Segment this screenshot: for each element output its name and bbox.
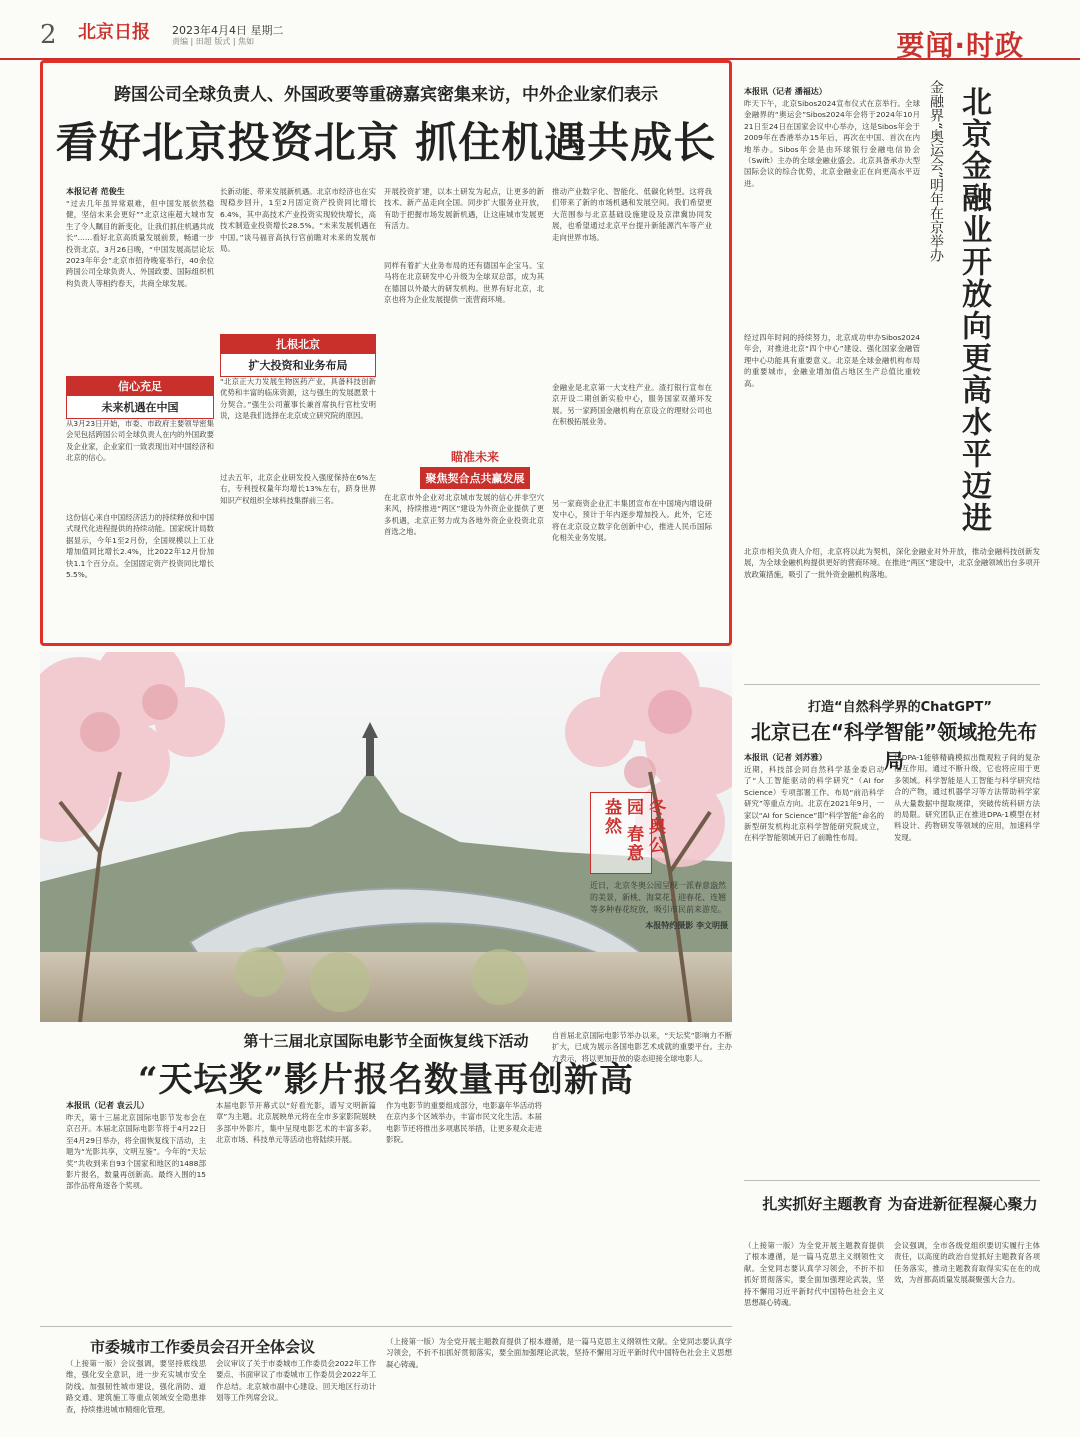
paper-logo: 北京日报 <box>78 22 150 43</box>
lead-column-2c: 过去五年，北京企业研发投入强度保持在6%左右，专利授权量年均增长13%左右，跻身世界知识产权组织全球科技集群前三名。 <box>220 473 376 505</box>
divider <box>744 684 1040 685</box>
finance-headline: 北京金融业开放向更高水平迈进 <box>956 86 991 534</box>
divider <box>40 1326 732 1327</box>
finance-byline: 本报讯（记者 潘福达） <box>744 87 827 96</box>
science-body-2: 让DPA-1能够精确模拟出微观粒子间的复杂相互作用。通过不断升级，它也将应用于更多领域。科学智能是人工智能与科学研究结合的产物，通过机器学习等方法帮助科学家从大量数据中提取规律，突破传统科研方法的局限。研究团队正在推进DPA-1模型在材料设计、药物研发等领域的应用，加速科学发现。 <box>894 753 1040 842</box>
lead-column-4: 推动产业数字化、智能化、低碳化转型。这将我们带来了新的市场机遇和发展空间。我们希望更大范围参与北京基础设施建设及京津冀协同发展，也希望通过北京平台提升新能源汽车等产业走向世界市场。 <box>552 187 712 242</box>
subhead-rooted <box>220 334 376 377</box>
theme-headline: 扎实抓好主题教育 为奋进新征程凝心聚力 <box>762 1195 1038 1213</box>
film-body-3: 作为电影节的重要组成部分，电影嘉年华活动将在京内多个区域举办，丰富市民文化生活。本届电影节还将推出多项惠民举措，让更多观众走进影院。 <box>386 1101 542 1145</box>
lead-column-3c: 在北京市外企业对北京城市发展的信心并非空穴来风，持续推进“两区”建设为外资企业提供了更多机遇，北京正努力成为各地外资企业投资北京首选之地。 <box>384 493 544 537</box>
film-body: 昨天，第十三届北京国际电影节发布会在京召开。本届北京国际电影节将于4月22日至4月29日举办，将全面恢复线下活动，主题为“光影共享，文明互鉴”。今年的“天坛奖”共收到来自93个国家和地区的1488部影片报名，数量再创新高。最终入围的15部作品将角逐各个奖项。 <box>66 1113 206 1191</box>
finance-kicker: 金融界“奥运会”明年在京举办 <box>928 80 944 263</box>
film-body-2: 本届电影节开幕式以“好看光影，谱写文明新篇章”为主题。北京展映单元将在全市多家影院展映多部中外影片，集中呈现电影艺术的丰富多彩。北京市场、科技单元等活动也将陆续开展。 <box>216 1101 376 1145</box>
subhead-confidence-label: 未来机遇在中国 <box>66 396 214 419</box>
lead-headline: 看好北京投资北京 抓住机遇共成长 <box>55 118 717 167</box>
subhead-aim-label: 聚焦契合点共赢发展 <box>420 467 530 489</box>
photo-caption: 近日，北京冬奥公园呈现一派春意盎然的美景，新桃、海棠花、迎春花、连翘等多种春花绽放，吸引市民前来游览。 <box>590 881 726 914</box>
film-kicker: 第十三届北京国际电影节全面恢复线下活动 <box>243 1032 529 1050</box>
science-headline: 北京已在“科学智能”领域抢先布局 <box>750 720 1038 773</box>
theme-body-2: 会议强调，全市各级党组织要切实履行主体责任，以高度的政治自觉抓好主题教育各项任务落实，推动主题教育取得实实在在的成效，为首都高质量发展凝聚强大合力。 <box>894 1241 1040 1285</box>
lead-column-4b: 金融业是北京第一大支柱产业。渣打银行宣布在京开设二期创新实验中心，服务国家双循环发展。另一家跨国金融机构在京设立的理财公司也在积极拓展业务。 <box>552 383 712 427</box>
subhead-aim <box>420 446 530 489</box>
lead-subtitle: 跨国公司全球负责人、外国政要等重磅嘉宾密集来访，中外企业家们表示 <box>114 85 658 105</box>
finance-body: 昨天下午，北京Sibos2024宣布仪式在京举行。全球金融界的“奥运会”Sibos2024年会将于2024年10月21日至24日在国家会议中心举办，这是Sibos年会于2009年在香港举办15年后，再次在中国、首次在内地举办。Sibos年会是由环球银行金融电信协会（Swift）主办的全球金融业盛会。北京具备承办大型国际会议的综合优势，北京金融业正在向更高水平迈进。 <box>744 99 920 188</box>
subhead-aim-kicker: 瞄准未来 <box>450 450 499 464</box>
lead-column-2: 长新动能、带来发展新机遇。北京市经济也在实现稳步回升，1至2月固定资产投资同比增长6.4%，其中高技术产业投资实现较快增长，高技术制造业投资增长28.5%。“未来发展机遇在中国。”谈马福音高执行官前瞻对未来的发展布局。 <box>220 187 376 254</box>
issue-date: 2023年4月4日 星期二 <box>172 24 284 37</box>
subhead-confidence-kicker: 信心充足 <box>66 376 214 396</box>
lead-column-2b: “北京正大力发展生物医药产业，具备科技创新优势和丰富的临床资源，这与强生的发展愿景十分契合。”强生公司董事长兼首席执行官杜安明说，这是我们选择在北京成立研究院的原因。 <box>220 377 376 421</box>
lead-column-3b: 同样有着扩大业务布局的还有德国车企宝马。宝马将在北京研发中心升级为全球双总部，成为其在德国以外最大的研发机构。世界有好北京，北京也将为企业发展提供一流营商环境。 <box>384 261 544 305</box>
committee-body-2: 会议审议了关于市委城市工作委员会2022年工作要点、书面审议了市委城市工作委员会2022年工作总结。北京城市副中心建设、回天地区行动计划等工作列席会议。 <box>216 1359 376 1403</box>
divider <box>744 1180 1040 1181</box>
theme-continued: （上接第一版）为全党开展主题教育提供了根本遵循，是一篇马克思主义纲领性文献。全党同志要认真学习领会，不折不扣抓好贯彻落实，要全面加强理论武装，坚持不懈用习近平新时代中国特色社会主义思想凝心铸魂。 <box>386 1337 732 1369</box>
lead-column-4c: 另一家商资企业汇丰集团宣布在中国境内增设研发中心，预计于年内逐步增加投入。此外，它还将在北京设立数字化创新中心，推进人民币国际化相关业务发展。 <box>552 499 712 543</box>
science-byline: 本报讯（记者 刘苏雅） <box>744 753 827 762</box>
lead-column-1: “过去几年虽异常艰难，但中国发展依然稳健，坚信未来会更好”“北京这座超大城市发生了令人瞩目的新变化，让我们抓住机遇共成长”……看好北京高质量发展前景，畅通一步投资北京。3月26日晚，“中国发展高层论坛2023年年会”北京市招待晚宴举行，40余位跨国公司全球负责人、外国政要、国际组织机构负责人等相约春天，共商全球发展。 <box>66 199 214 288</box>
photo-credit: 本报特约摄影 李文明摄 <box>645 921 728 930</box>
subhead-rooted-label: 扩大投资和业务布局 <box>220 354 376 377</box>
editors-line: 责编 | 田超 版式 | 焦如 <box>172 37 255 46</box>
section-title: 要闻·时政 <box>896 29 1024 62</box>
science-body: 近期，科技部会同自然科学基金委启动了“人工智能驱动的科学研究”（AI for Science）专项部署工作。布局“前沿科学研究”等重点方向。北京在2021年9月，一家以“AI for Science”即“科学智能”命名的新型研发机构北京科学智能研究院成立，在科学智能领域开启了前瞻性布局。 <box>744 765 884 843</box>
finance-body-3: 北京市相关负责人介绍，北京将以此为契机，深化金融业对外开放，推动金融科技创新发展，为全球金融机构提供更好的营商环境。在推进“两区”建设中，北京金融领域出台多项开放政策措施，吸引了一批外资金融机构落地。 <box>744 547 1040 579</box>
film-byline: 本报讯（记者 袁云儿） <box>66 1101 149 1110</box>
committee-headline: 市委城市工作委员会召开全体会议 <box>90 1338 316 1356</box>
lead-column-1b: 从3月23日开始，市委、市政府主要领导密集会见包括跨国公司全球负责人在内的外国政要及企业家，企业家们一致表现出对中国经济和北京的信心。 <box>66 419 214 463</box>
film-headline: “天坛奖”影片报名数量再创新高 <box>137 1060 635 1100</box>
science-kicker: 打造“自然科学界的ChatGPT” <box>808 700 992 715</box>
committee-body: （上接第一版）会议强调，要坚持底线思维，强化安全意识，进一步充实城市安全防线。加强韧性城市建设，强化消防、道路交通、建筑施工等重点领域安全隐患排查，持续推进城市精细化管理。 <box>66 1359 206 1414</box>
lead-column-1c: 这份信心来自中国经济活力的持续释放和中国式现代化进程提供的持续动能。国家统计局数据显示，今年1至2月份，全国规模以上工业增加值同比增长2.4%，比2022年12月份加快1.1个百分点。全国固定资产投资同比增长5.5%。 <box>66 513 214 580</box>
lead-column-3: 开展投资扩建，以本土研发为起点，让更多的新技术、新产品走向全国。同步扩大服务业开放，有助于把握市场发展新机遇，让这座城市发展更有活力。 <box>384 187 544 231</box>
finance-body-2: 经过四年时间的持续努力，北京成功申办Sibos2024年会，对推进北京“四个中心”建设、强化国家金融管理中心功能具有重要意义。北京是全球金融机构布局的重要城市，金融业增加值占地区生产总值比重较高。 <box>744 333 920 388</box>
subhead-rooted-kicker: 扎根北京 <box>220 334 376 354</box>
page-number: 2 <box>40 20 57 50</box>
film-body-4: 自首届北京国际电影节举办以来，“天坛奖”影响力不断扩大，已成为展示各国电影艺术成就的重要平台。主办方表示，将以更加开放的姿态迎接全球电影人。 <box>552 1031 732 1063</box>
subhead-confidence <box>66 376 214 419</box>
theme-body: （上接第一版）为全党开展主题教育提供了根本遵循，是一篇马克思主义纲领性文献。全党同志要认真学习领会，不折不扣抓好贯彻落实，要全面加强理论武装，坚持不懈用习近平新时代中国特色社会主义思想凝心铸魂。 <box>744 1241 884 1308</box>
photo-stamp: 冬奥公园 春意盎然 <box>601 798 665 863</box>
lead-byline: 本报记者 范俊生 <box>66 187 125 196</box>
